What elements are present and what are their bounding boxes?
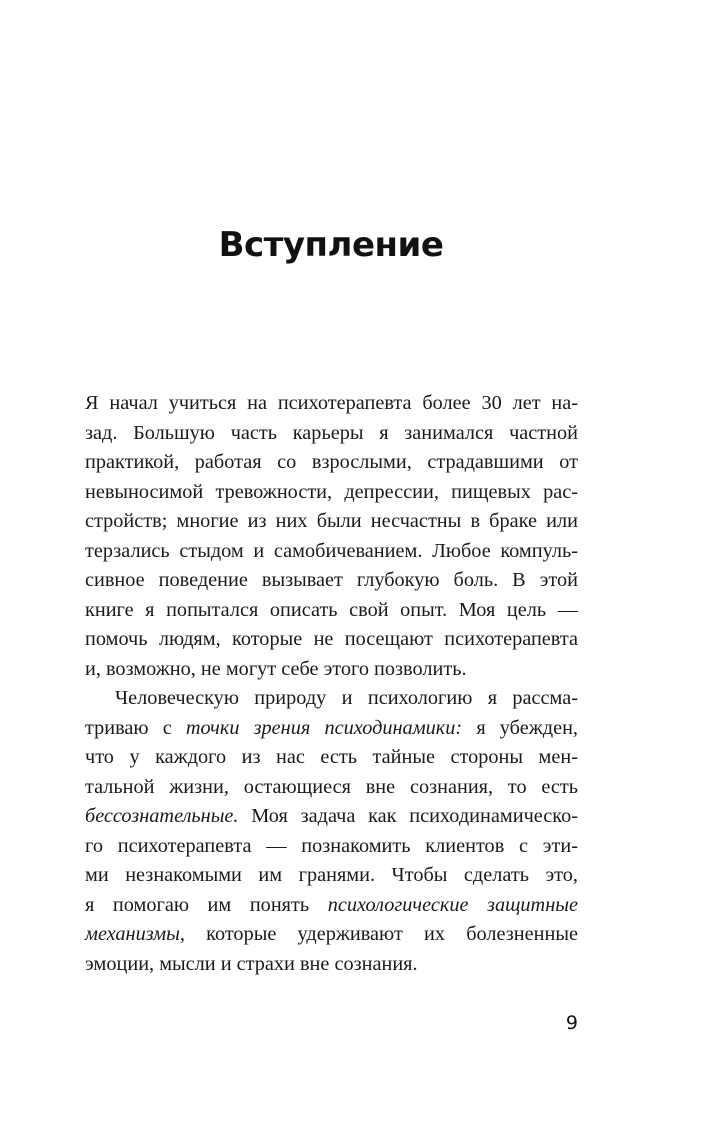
text-line: Человеческую природу и психологию я рассма- bbox=[115, 687, 578, 709]
chapter-title: Вступление bbox=[218, 225, 444, 265]
text-line: помочь людям, которые не посещают психотерапевта bbox=[85, 628, 578, 650]
text-line: эмоции, мысли и страхи вне сознания. bbox=[85, 952, 418, 975]
page-number: 9 bbox=[565, 1012, 578, 1034]
text-line: бессознательные. Моя задача как психодинамическо- bbox=[85, 805, 578, 827]
text-line: стройств; многие из них были несчастны в браке или bbox=[85, 510, 578, 532]
text-line: ми незнакомыми им гранями. Чтобы сделать это, bbox=[85, 864, 578, 886]
text-line: Я начал учиться на психотерапевта более 30 лет на- bbox=[85, 392, 578, 414]
text-line: и, возможно, не могут себе этого позволить. bbox=[85, 657, 467, 680]
italic-term: психологические защитные bbox=[327, 893, 578, 916]
text-line: зад. Большую часть карьеры я занимался частной bbox=[85, 421, 578, 444]
text-line: механизмы, которые удерживают их болезненные bbox=[85, 923, 578, 945]
text-line: терзались стыдом и самобичеванием. Любое компуль- bbox=[85, 539, 578, 562]
body-text bbox=[85, 389, 578, 979]
text-line: практикой, работая со взрослыми, страдавшими от bbox=[85, 451, 578, 473]
text-line: я помогаю им понять психологические защитные bbox=[85, 893, 578, 916]
text-line: невыносимой тревожности, депрессии, пищевых рас- bbox=[85, 480, 578, 503]
text-line: тальной жизни, остающиеся вне сознания, то есть bbox=[85, 775, 578, 798]
text-line: что у каждого из нас есть тайные стороны мен- bbox=[85, 746, 578, 768]
text-line: сивное поведение вызывает глубокую боль. В этой bbox=[85, 569, 578, 591]
italic-term: точки зрения психодинамики: bbox=[185, 716, 463, 739]
text-line: книге я попытался описать свой опыт. Моя цель — bbox=[85, 598, 578, 621]
italic-term: бессознательные. bbox=[85, 805, 239, 827]
text-line: го психотерапевта — познакомить клиентов с эти- bbox=[85, 834, 578, 857]
text-line: триваю с точки зрения психодинамики: я убежден, bbox=[85, 716, 578, 739]
italic-term: механизмы bbox=[85, 923, 180, 945]
